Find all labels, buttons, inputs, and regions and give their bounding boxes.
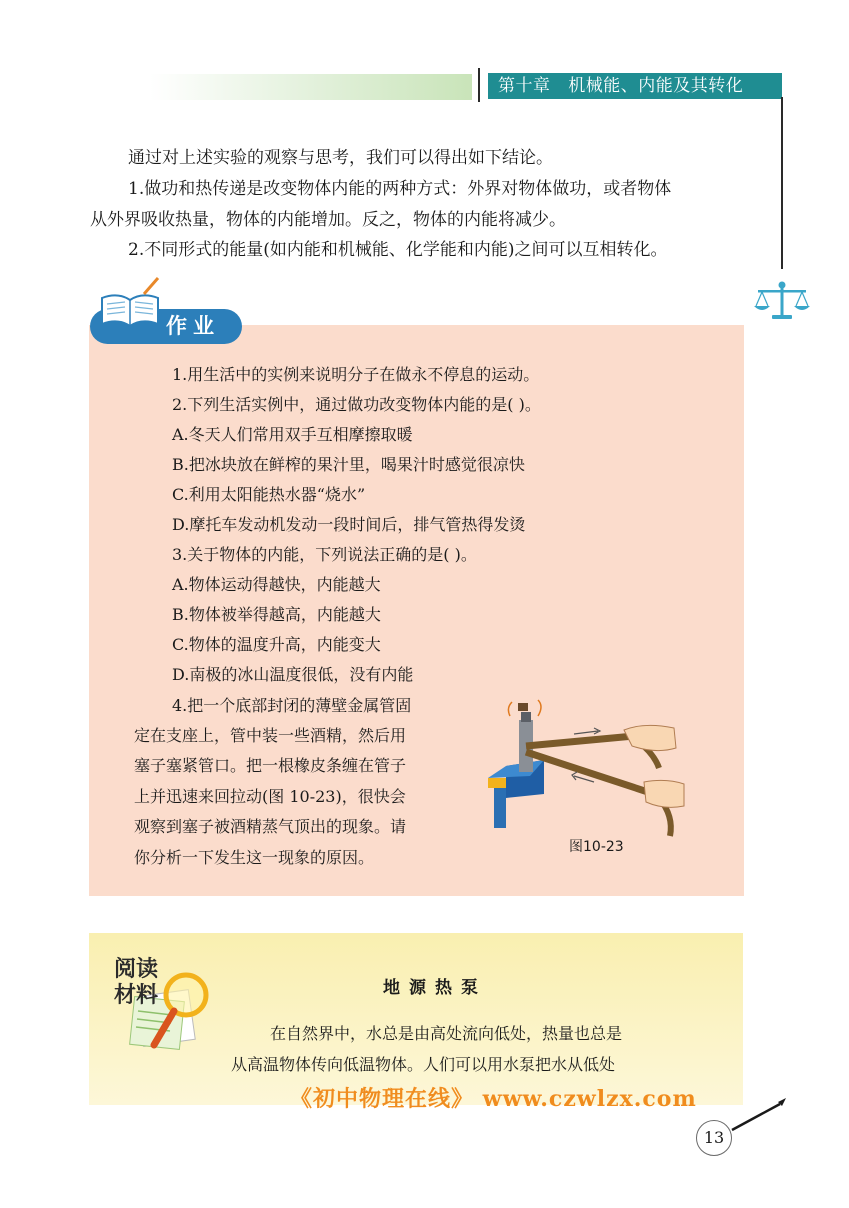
question-2-option-b: B.把冰块放在鲜榨的果汁里，喝果汁时感觉很凉快	[172, 455, 525, 474]
homework-tab: 作业	[90, 309, 242, 344]
reading-badge-line-1: 阅读	[114, 957, 159, 982]
header-divider	[478, 68, 480, 102]
figure-10-23-illustration	[484, 698, 694, 838]
question-2-option-c: C.利用太阳能热水器“烧水”	[172, 485, 366, 504]
margin-rule	[781, 97, 783, 269]
header-gradient-bar	[150, 74, 472, 100]
reading-badge-line-2: 材料	[114, 983, 159, 1008]
question-3-option-a: A.物体运动得越快，内能越大	[172, 575, 381, 594]
watermark-text: 《初中物理在线》 www.czwlzx.com	[290, 1086, 697, 1112]
question-2: 2.下列生活实例中，通过做功改变物体内能的是( )。	[172, 395, 541, 414]
question-2-option-a: A.冬天人们常用双手互相摩擦取暖	[172, 425, 413, 444]
reading-line-1: 在自然界中，水总是由高处流向低处，热量也总是	[270, 1024, 623, 1043]
reading-badge	[114, 957, 158, 1009]
intro-line-4: 2.不同形式的能量(如内能和机械能、化学能和内能)之间可以互相转化。	[128, 240, 668, 260]
page-number: 13	[696, 1120, 732, 1156]
question-3-option-b: B.物体被举得越高，内能越大	[172, 605, 381, 624]
reading-line-2: 从高温物体传向低温物体。人们可以用水泵把水从低处	[231, 1055, 616, 1074]
balance-scale-icon	[752, 280, 812, 322]
question-3-option-c: C.物体的温度升高，内能变大	[172, 635, 381, 654]
intro-line-1: 通过对上述实验的观察与思考，我们可以得出如下结论。	[128, 148, 553, 168]
question-4-line-6: 你分析一下发生这一现象的原因。	[134, 848, 375, 867]
book-pencil-icon	[94, 276, 166, 336]
reading-title: 地源热泵	[383, 978, 487, 998]
question-3: 3.关于物体的内能，下列说法正确的是( )。	[172, 545, 477, 564]
pencil-icon	[728, 1096, 788, 1136]
intro-line-3: 从外界吸收热量，物体的内能增加。反之，物体的内能将减少。	[90, 210, 566, 230]
question-4-line-1: 4.把一个底部封闭的薄壁金属管固	[172, 696, 412, 715]
question-4-line-2: 定在支座上，管中装一些酒精，然后用	[134, 726, 407, 745]
figure-caption: 图10-23	[569, 839, 624, 855]
chapter-title: 第十章 机械能、内能及其转化	[488, 73, 782, 99]
question-4-line-4: 上并迅速来回拉动(图 10-23)，很快会	[134, 787, 406, 806]
question-2-option-d: D.摩托车发动机发动一段时间后，排气管热得发烫	[172, 515, 526, 534]
intro-line-2: 1.做功和热传递是改变物体内能的两种方式：外界对物体做功，或者物体	[128, 179, 672, 199]
question-4-line-3: 塞子塞紧管口。把一根橡皮条缠在管子	[134, 756, 407, 775]
question-3-option-d: D.南极的冰山温度很低，没有内能	[172, 665, 414, 684]
question-1: 1.用生活中的实例来说明分子在做永不停息的运动。	[172, 365, 540, 384]
question-4-line-5: 观察到塞子被酒精蒸气顶出的现象。请	[134, 817, 407, 836]
